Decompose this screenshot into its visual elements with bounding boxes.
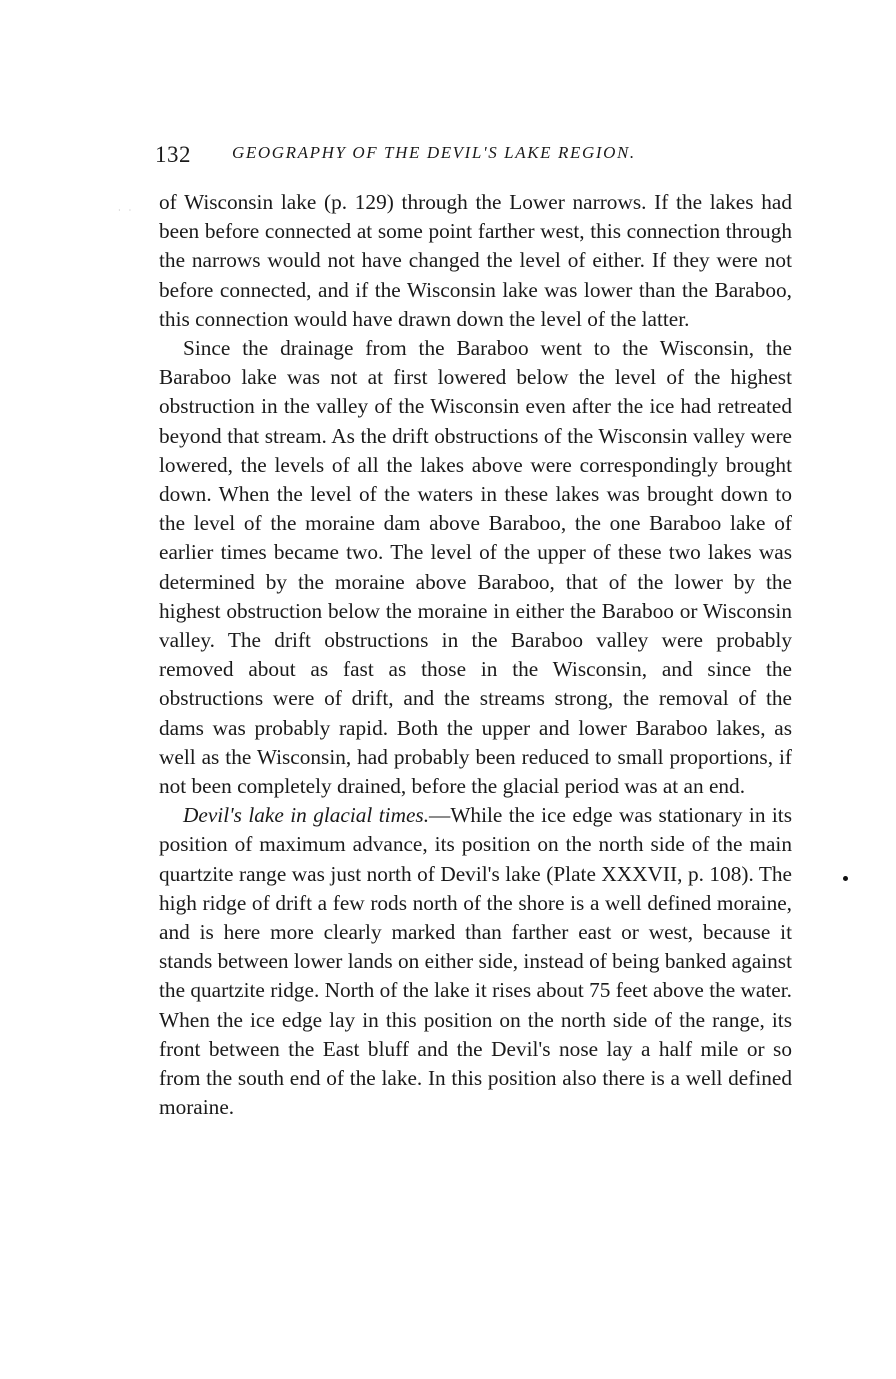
page-number: 132 [155,142,191,167]
running-title: GEOGRAPHY OF THE DEVIL'S LAKE REGION. [232,143,636,162]
margin-dot [843,876,848,881]
paragraph-drainage: Since the drainage from the Baraboo went to the Wisconsin, the Baraboo lake was not at first lowered below the level of the highest obstruction in the valley of the Wisconsin even after the ice had retreated beyond that stream. As the drift obstructions of the Wisconsin valley were lowered, the levels of all the lakes above were correspondingly brought down. When the level of the waters in these lakes was brought down to the level of the moraine dam above Baraboo, the one Baraboo lake of earlier times became two. The level of the upper of these two lakes was determined by the moraine above Baraboo, that of the lower by the highest obstruction below the moraine in either the Baraboo or Wisconsin valley. The drift obstructions in the Baraboo valley were probably removed about as fast as those in the Wisconsin, and since the obstructions were of drift, and the streams strong, the removal of the dams was probably rapid. Both the upper and lower Baraboo lakes, as well as the Wisconsin, had probably been reduced to small proportions, if not been completely drained, before the glacial period was at an end. [159,336,792,799]
section-text: —While the ice edge was stationary in its position of maximum advance, its position on the north side of the main quartzite range was just north of Devil's lake (Plate XXXVII, p. 108). The high ridge of drift a few rods north of the shore is a well defined moraine, and is here more clearly marked than farther east or west, because it stands between lower lands on either side, instead of being banked against the quartzite ridge. North of the lake it rises about 75 feet above the water. When the ice edge lay in this position on the north side of the range, its front between the East bluff and the Devil's nose lay a half mile or so from the south end of the lake. In this position also there is a well defined moraine. [159,803,792,1120]
paragraph-continuation: of Wisconsin lake (p. 129) through the Lower narrows. If the lakes had been before connected at some point farther west, this connection through the narrows would not have changed the level of either. If they were not before connected, and if the Wisconsin lake was lower than the Baraboo, this connection would have drawn down the level of the latter. [159,190,792,331]
running-head [155,142,795,172]
body-text [159,188,792,1123]
margin-specks: · · [118,206,135,215]
section-title: Devil's lake in glacial times. [183,803,430,828]
paragraph-devils-lake [159,801,792,1122]
